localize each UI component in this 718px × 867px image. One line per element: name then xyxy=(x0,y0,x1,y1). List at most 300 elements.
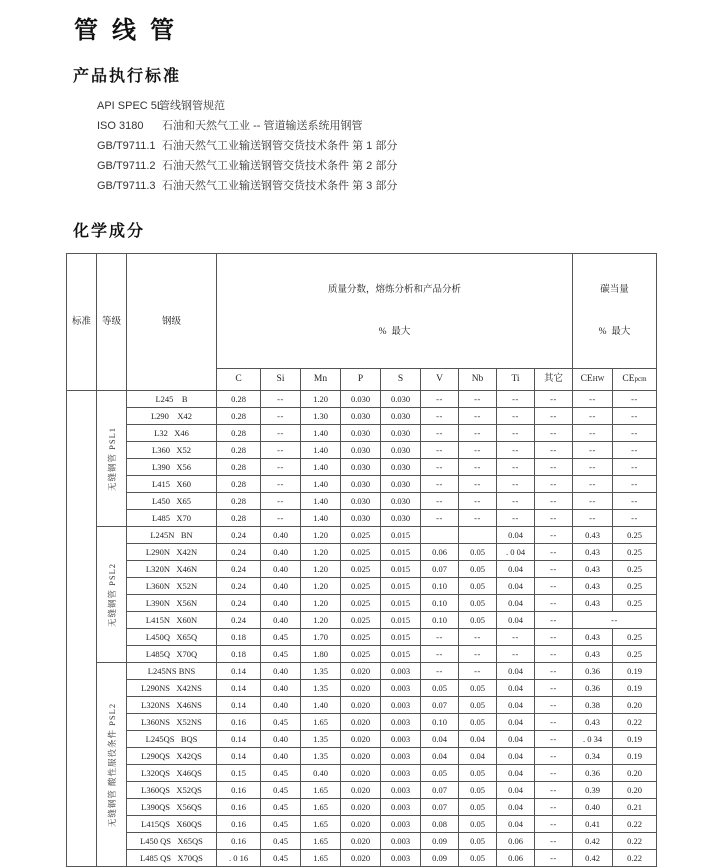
value-cell: 0.030 xyxy=(381,510,421,527)
value-cell: 1.80 xyxy=(301,646,341,663)
value-cell: 0.04 xyxy=(497,595,535,612)
value-cell: 0.04 xyxy=(497,680,535,697)
col-header-mass-fraction-group xyxy=(217,254,573,369)
ce-subscript: HW xyxy=(592,375,605,384)
value-cell: 1.40 xyxy=(301,510,341,527)
value-cell: 0.020 xyxy=(341,850,381,867)
value-cell: 0.10 xyxy=(421,714,459,731)
value-cell: 0.025 xyxy=(341,578,381,595)
value-cell xyxy=(421,527,459,544)
value-cell: 0.21 xyxy=(613,799,657,816)
value-cell: 0.025 xyxy=(341,561,381,578)
ce-base: CE xyxy=(622,374,635,385)
value-cell: 0.28 xyxy=(217,459,261,476)
chemical-composition-table xyxy=(66,253,657,867)
value-cell: . 0 34 xyxy=(573,731,613,748)
value-cell: 0.003 xyxy=(381,697,421,714)
value-cell: -- xyxy=(421,425,459,442)
value-cell: 0.25 xyxy=(613,561,657,578)
value-cell: -- xyxy=(497,510,535,527)
value-cell: -- xyxy=(261,510,301,527)
value-cell: 0.24 xyxy=(217,612,261,629)
value-cell: 0.39 xyxy=(573,782,613,799)
value-cell: 0.28 xyxy=(217,476,261,493)
value-cell: 0.06 xyxy=(421,544,459,561)
value-cell: 0.05 xyxy=(459,799,497,816)
value-cell: -- xyxy=(535,561,573,578)
standards-heading: 产品执行标准 xyxy=(73,68,182,85)
value-cell: 0.030 xyxy=(381,425,421,442)
value-cell: -- xyxy=(459,459,497,476)
value-cell: 0.16 xyxy=(217,799,261,816)
table-row xyxy=(67,459,657,476)
standard-item xyxy=(97,176,718,196)
value-cell: 0.020 xyxy=(341,799,381,816)
value-cell: 1.20 xyxy=(301,391,341,408)
value-cell: -- xyxy=(613,442,657,459)
mass-fraction-line1: 质量分数，熔炼分析和产品分析 xyxy=(327,284,461,295)
value-cell: 0.04 xyxy=(459,731,497,748)
value-cell: -- xyxy=(573,391,613,408)
grade-cell: L290N X42N xyxy=(127,544,217,561)
grade-cell: L390QS X56QS xyxy=(127,799,217,816)
value-cell: -- xyxy=(261,391,301,408)
value-cell: 0.05 xyxy=(459,782,497,799)
standard-item xyxy=(97,156,718,176)
value-cell: 0.015 xyxy=(381,646,421,663)
group-label-cell xyxy=(97,391,127,527)
value-cell: . 0 04 xyxy=(497,544,535,561)
value-cell: 0.24 xyxy=(217,527,261,544)
grade-cell: L415 X60 xyxy=(127,476,217,493)
value-cell: 0.05 xyxy=(459,765,497,782)
standard-desc: 石油天然气工业输送钢管交货技术条件 第 3 部分 xyxy=(159,180,398,192)
grade-cell: L245N BN xyxy=(127,527,217,544)
value-cell: 0.40 xyxy=(261,595,301,612)
value-cell xyxy=(459,527,497,544)
value-cell: 0.42 xyxy=(573,850,613,867)
value-cell: -- xyxy=(573,425,613,442)
value-cell: 0.45 xyxy=(261,782,301,799)
value-cell: 0.003 xyxy=(381,799,421,816)
value-cell: 0.015 xyxy=(381,527,421,544)
value-cell: -- xyxy=(261,408,301,425)
value-cell: 1.35 xyxy=(301,680,341,697)
value-cell: -- xyxy=(459,408,497,425)
table-row xyxy=(67,850,657,867)
col-header-ce xyxy=(613,369,657,391)
value-cell: 0.04 xyxy=(497,731,535,748)
col-header-element: V xyxy=(421,369,459,391)
grade-cell: L320N X46N xyxy=(127,561,217,578)
value-cell: 1.35 xyxy=(301,731,341,748)
value-cell: 0.24 xyxy=(217,561,261,578)
value-cell: 0.06 xyxy=(497,833,535,850)
value-cell: 0.14 xyxy=(217,680,261,697)
table-row xyxy=(67,595,657,612)
grade-cell: L450 QS X65QS xyxy=(127,833,217,850)
group-label-cell xyxy=(97,527,127,663)
value-cell: 0.030 xyxy=(381,408,421,425)
value-cell: 0.40 xyxy=(261,527,301,544)
col-header-ce xyxy=(573,369,613,391)
value-cell: 0.16 xyxy=(217,833,261,850)
value-cell: 0.16 xyxy=(217,816,261,833)
standard-code: GB/T9711.1 xyxy=(97,140,156,152)
grade-cell: L320NS X46NS xyxy=(127,697,217,714)
table-row xyxy=(67,442,657,459)
table-row xyxy=(67,697,657,714)
table-row xyxy=(67,527,657,544)
value-cell: 0.020 xyxy=(341,765,381,782)
value-cell: 0.020 xyxy=(341,782,381,799)
value-cell: 0.45 xyxy=(261,765,301,782)
value-cell: 1.35 xyxy=(301,663,341,680)
value-cell: 0.20 xyxy=(613,765,657,782)
value-cell: -- xyxy=(613,510,657,527)
value-cell: -- xyxy=(535,850,573,867)
value-cell: -- xyxy=(535,663,573,680)
standard-code: ISO 3180 xyxy=(97,120,144,132)
value-cell: -- xyxy=(497,493,535,510)
value-cell: 0.40 xyxy=(261,544,301,561)
table-row xyxy=(67,408,657,425)
value-cell: 0.015 xyxy=(381,578,421,595)
value-cell: 0.020 xyxy=(341,714,381,731)
standards-section xyxy=(66,63,718,196)
grade-cell: L485 X70 xyxy=(127,510,217,527)
value-cell: 0.030 xyxy=(341,459,381,476)
value-cell: 0.04 xyxy=(497,612,535,629)
value-cell: 0.04 xyxy=(421,731,459,748)
carbon-equivalent-line1: 碳当量 xyxy=(600,284,629,295)
value-cell: 0.40 xyxy=(261,663,301,680)
value-cell: 0.43 xyxy=(573,595,613,612)
value-cell: 1.40 xyxy=(301,425,341,442)
value-cell: 0.05 xyxy=(459,680,497,697)
value-cell: 0.19 xyxy=(613,663,657,680)
value-cell: 0.24 xyxy=(217,578,261,595)
value-cell: 0.28 xyxy=(217,408,261,425)
value-cell: 0.05 xyxy=(459,595,497,612)
chemistry-section xyxy=(66,218,718,867)
value-cell: -- xyxy=(459,425,497,442)
carbon-equivalent-line2: % 最大 xyxy=(598,327,631,338)
value-cell: 1.40 xyxy=(301,442,341,459)
value-cell: 1.40 xyxy=(301,459,341,476)
value-cell: 0.24 xyxy=(217,544,261,561)
col-header-element: Si xyxy=(261,369,301,391)
value-cell: 0.07 xyxy=(421,782,459,799)
value-cell: -- xyxy=(459,510,497,527)
value-cell: 0.015 xyxy=(381,629,421,646)
value-cell: 0.16 xyxy=(217,782,261,799)
standard-desc: 石油天然气工业输送钢管交货技术条件 第 1 部分 xyxy=(159,140,398,152)
table-header-row-groups xyxy=(67,254,657,369)
grade-cell: L415N X60N xyxy=(127,612,217,629)
col-header-element: Mn xyxy=(301,369,341,391)
value-cell: 0.003 xyxy=(381,833,421,850)
value-cell: . 0 16 xyxy=(217,850,261,867)
grade-cell: L320QS X46QS xyxy=(127,765,217,782)
value-cell: 0.003 xyxy=(381,816,421,833)
value-cell: -- xyxy=(573,510,613,527)
value-cell: 0.04 xyxy=(497,578,535,595)
value-cell: -- xyxy=(421,442,459,459)
value-cell: -- xyxy=(535,833,573,850)
value-cell: 0.015 xyxy=(381,595,421,612)
table-row xyxy=(67,714,657,731)
value-cell: 0.05 xyxy=(459,544,497,561)
value-cell: 1.20 xyxy=(301,544,341,561)
grade-cell: L360NS X52NS xyxy=(127,714,217,731)
table-row xyxy=(67,748,657,765)
value-cell: -- xyxy=(613,476,657,493)
value-cell: -- xyxy=(497,391,535,408)
value-cell: 0.25 xyxy=(613,595,657,612)
group-label: 无缝钢管 PSL1 xyxy=(106,426,117,491)
value-cell: 0.09 xyxy=(421,850,459,867)
value-cell: 0.003 xyxy=(381,782,421,799)
ce-subscript: pcm xyxy=(634,375,647,384)
standard-item xyxy=(97,136,718,156)
mass-fraction-line2: % 最大 xyxy=(378,327,411,338)
value-cell: 0.04 xyxy=(459,748,497,765)
value-cell: -- xyxy=(535,748,573,765)
grade-cell: L290QS X42QS xyxy=(127,748,217,765)
value-cell: -- xyxy=(421,510,459,527)
value-cell: 0.40 xyxy=(301,765,341,782)
value-cell: -- xyxy=(535,493,573,510)
standard-desc: 石油和天然气工业 -- 管道输送系统用钢管 xyxy=(159,120,363,132)
table-row xyxy=(67,799,657,816)
value-cell: 0.04 xyxy=(497,714,535,731)
value-cell: 0.42 xyxy=(573,833,613,850)
grade-cell: L360 X52 xyxy=(127,442,217,459)
value-cell: -- xyxy=(613,459,657,476)
value-cell: 0.19 xyxy=(613,748,657,765)
value-cell: 0.025 xyxy=(341,595,381,612)
table-row xyxy=(67,833,657,850)
table-row xyxy=(67,765,657,782)
value-cell: 0.20 xyxy=(613,782,657,799)
value-cell: -- xyxy=(573,612,657,629)
grade-cell: L485 QS X70QS xyxy=(127,850,217,867)
value-cell: 0.020 xyxy=(341,680,381,697)
value-cell: 0.030 xyxy=(341,391,381,408)
value-cell: -- xyxy=(535,714,573,731)
value-cell: 0.020 xyxy=(341,833,381,850)
value-cell: -- xyxy=(535,476,573,493)
value-cell: 0.003 xyxy=(381,850,421,867)
ce-base: CE xyxy=(580,374,593,385)
table-row xyxy=(67,391,657,408)
value-cell: 0.40 xyxy=(261,561,301,578)
table-row xyxy=(67,493,657,510)
value-cell: 0.05 xyxy=(421,765,459,782)
value-cell: 0.020 xyxy=(341,663,381,680)
value-cell: 0.36 xyxy=(573,663,613,680)
value-cell: 0.003 xyxy=(381,765,421,782)
value-cell: 0.04 xyxy=(497,816,535,833)
value-cell: -- xyxy=(421,391,459,408)
value-cell: -- xyxy=(261,425,301,442)
standard-item xyxy=(97,96,718,116)
value-cell: 0.10 xyxy=(421,578,459,595)
value-cell: -- xyxy=(261,476,301,493)
value-cell: -- xyxy=(497,646,535,663)
value-cell: 1.20 xyxy=(301,527,341,544)
value-cell: -- xyxy=(573,442,613,459)
value-cell: -- xyxy=(613,391,657,408)
value-cell: -- xyxy=(497,442,535,459)
value-cell: 0.020 xyxy=(341,816,381,833)
value-cell: -- xyxy=(497,425,535,442)
value-cell: 0.07 xyxy=(421,697,459,714)
value-cell: 1.65 xyxy=(301,799,341,816)
value-cell: 0.14 xyxy=(217,663,261,680)
value-cell: 0.28 xyxy=(217,391,261,408)
value-cell: 0.19 xyxy=(613,731,657,748)
value-cell: 0.45 xyxy=(261,833,301,850)
value-cell: -- xyxy=(535,527,573,544)
value-cell: -- xyxy=(535,425,573,442)
value-cell: 0.07 xyxy=(421,561,459,578)
value-cell: -- xyxy=(535,408,573,425)
value-cell: 0.08 xyxy=(421,816,459,833)
value-cell: -- xyxy=(535,816,573,833)
value-cell: 1.65 xyxy=(301,833,341,850)
value-cell: 0.22 xyxy=(613,816,657,833)
value-cell: 0.020 xyxy=(341,748,381,765)
table-row xyxy=(67,544,657,561)
grade-cell: L245 B xyxy=(127,391,217,408)
value-cell: 0.28 xyxy=(217,493,261,510)
chemistry-heading: 化学成分 xyxy=(73,223,146,240)
value-cell: 0.19 xyxy=(613,680,657,697)
value-cell: 0.04 xyxy=(497,748,535,765)
value-cell: 0.04 xyxy=(497,782,535,799)
value-cell: -- xyxy=(459,476,497,493)
value-cell: 0.40 xyxy=(261,680,301,697)
value-cell: 0.28 xyxy=(217,510,261,527)
value-cell: 0.003 xyxy=(381,714,421,731)
value-cell: 1.65 xyxy=(301,714,341,731)
value-cell: 0.030 xyxy=(341,510,381,527)
value-cell: 0.003 xyxy=(381,680,421,697)
value-cell: 0.05 xyxy=(459,561,497,578)
value-cell: 0.025 xyxy=(341,527,381,544)
value-cell: 0.030 xyxy=(381,391,421,408)
value-cell: 0.28 xyxy=(217,442,261,459)
value-cell: 1.20 xyxy=(301,612,341,629)
value-cell: 0.04 xyxy=(497,663,535,680)
value-cell: 0.05 xyxy=(459,578,497,595)
value-cell: 0.25 xyxy=(613,527,657,544)
value-cell: 0.09 xyxy=(421,833,459,850)
value-cell: 0.45 xyxy=(261,646,301,663)
value-cell: -- xyxy=(535,578,573,595)
table-row xyxy=(67,425,657,442)
value-cell: -- xyxy=(497,408,535,425)
value-cell: 0.43 xyxy=(573,527,613,544)
value-cell: -- xyxy=(421,646,459,663)
value-cell: -- xyxy=(535,680,573,697)
value-cell: -- xyxy=(459,391,497,408)
value-cell: 0.05 xyxy=(459,816,497,833)
value-cell: 0.04 xyxy=(497,697,535,714)
value-cell: 1.65 xyxy=(301,782,341,799)
col-header-grade: 钢级 xyxy=(127,254,217,391)
value-cell: 0.43 xyxy=(573,646,613,663)
value-cell: -- xyxy=(421,459,459,476)
col-header-element: Ti xyxy=(497,369,535,391)
value-cell: -- xyxy=(535,459,573,476)
value-cell: -- xyxy=(535,544,573,561)
value-cell: 0.025 xyxy=(341,646,381,663)
value-cell: -- xyxy=(261,493,301,510)
value-cell: 0.22 xyxy=(613,714,657,731)
value-cell: 0.05 xyxy=(459,833,497,850)
value-cell: 0.40 xyxy=(261,748,301,765)
standards-list xyxy=(97,96,718,196)
standard-column-cell xyxy=(67,391,97,867)
group-label: 无缝钢管 酸性服役条件 PSL2 xyxy=(106,702,117,827)
col-header-element: 其它 xyxy=(535,369,573,391)
value-cell: 0.025 xyxy=(341,544,381,561)
value-cell: -- xyxy=(535,697,573,714)
value-cell: 1.65 xyxy=(301,850,341,867)
value-cell: 0.45 xyxy=(261,850,301,867)
value-cell: 0.40 xyxy=(261,697,301,714)
value-cell: 0.40 xyxy=(261,578,301,595)
grade-cell: L245QS BQS xyxy=(127,731,217,748)
value-cell: 0.04 xyxy=(497,527,535,544)
col-header-element: C xyxy=(217,369,261,391)
col-header-standard: 标准 xyxy=(67,254,97,391)
value-cell: 0.030 xyxy=(381,476,421,493)
value-cell: -- xyxy=(421,476,459,493)
value-cell: 0.22 xyxy=(613,833,657,850)
value-cell: 0.18 xyxy=(217,629,261,646)
value-cell: 0.04 xyxy=(497,765,535,782)
value-cell: -- xyxy=(497,476,535,493)
value-cell: -- xyxy=(535,765,573,782)
value-cell: -- xyxy=(535,442,573,459)
value-cell: 0.16 xyxy=(217,714,261,731)
value-cell: 0.24 xyxy=(217,595,261,612)
grade-cell: L450Q X65Q xyxy=(127,629,217,646)
value-cell: 1.40 xyxy=(301,476,341,493)
value-cell: 1.20 xyxy=(301,595,341,612)
value-cell: -- xyxy=(535,731,573,748)
grade-cell: L415QS X60QS xyxy=(127,816,217,833)
table-row xyxy=(67,578,657,595)
value-cell: 0.45 xyxy=(261,714,301,731)
value-cell: 1.40 xyxy=(301,493,341,510)
table-row xyxy=(67,476,657,493)
grade-cell: L245NS BNS xyxy=(127,663,217,680)
value-cell: -- xyxy=(421,408,459,425)
value-cell: -- xyxy=(573,476,613,493)
page-title: 管 线 管 xyxy=(74,18,178,44)
value-cell: -- xyxy=(535,391,573,408)
table-row xyxy=(67,629,657,646)
value-cell: 0.04 xyxy=(497,561,535,578)
value-cell: -- xyxy=(459,663,497,680)
value-cell: 0.43 xyxy=(573,561,613,578)
value-cell: -- xyxy=(421,629,459,646)
